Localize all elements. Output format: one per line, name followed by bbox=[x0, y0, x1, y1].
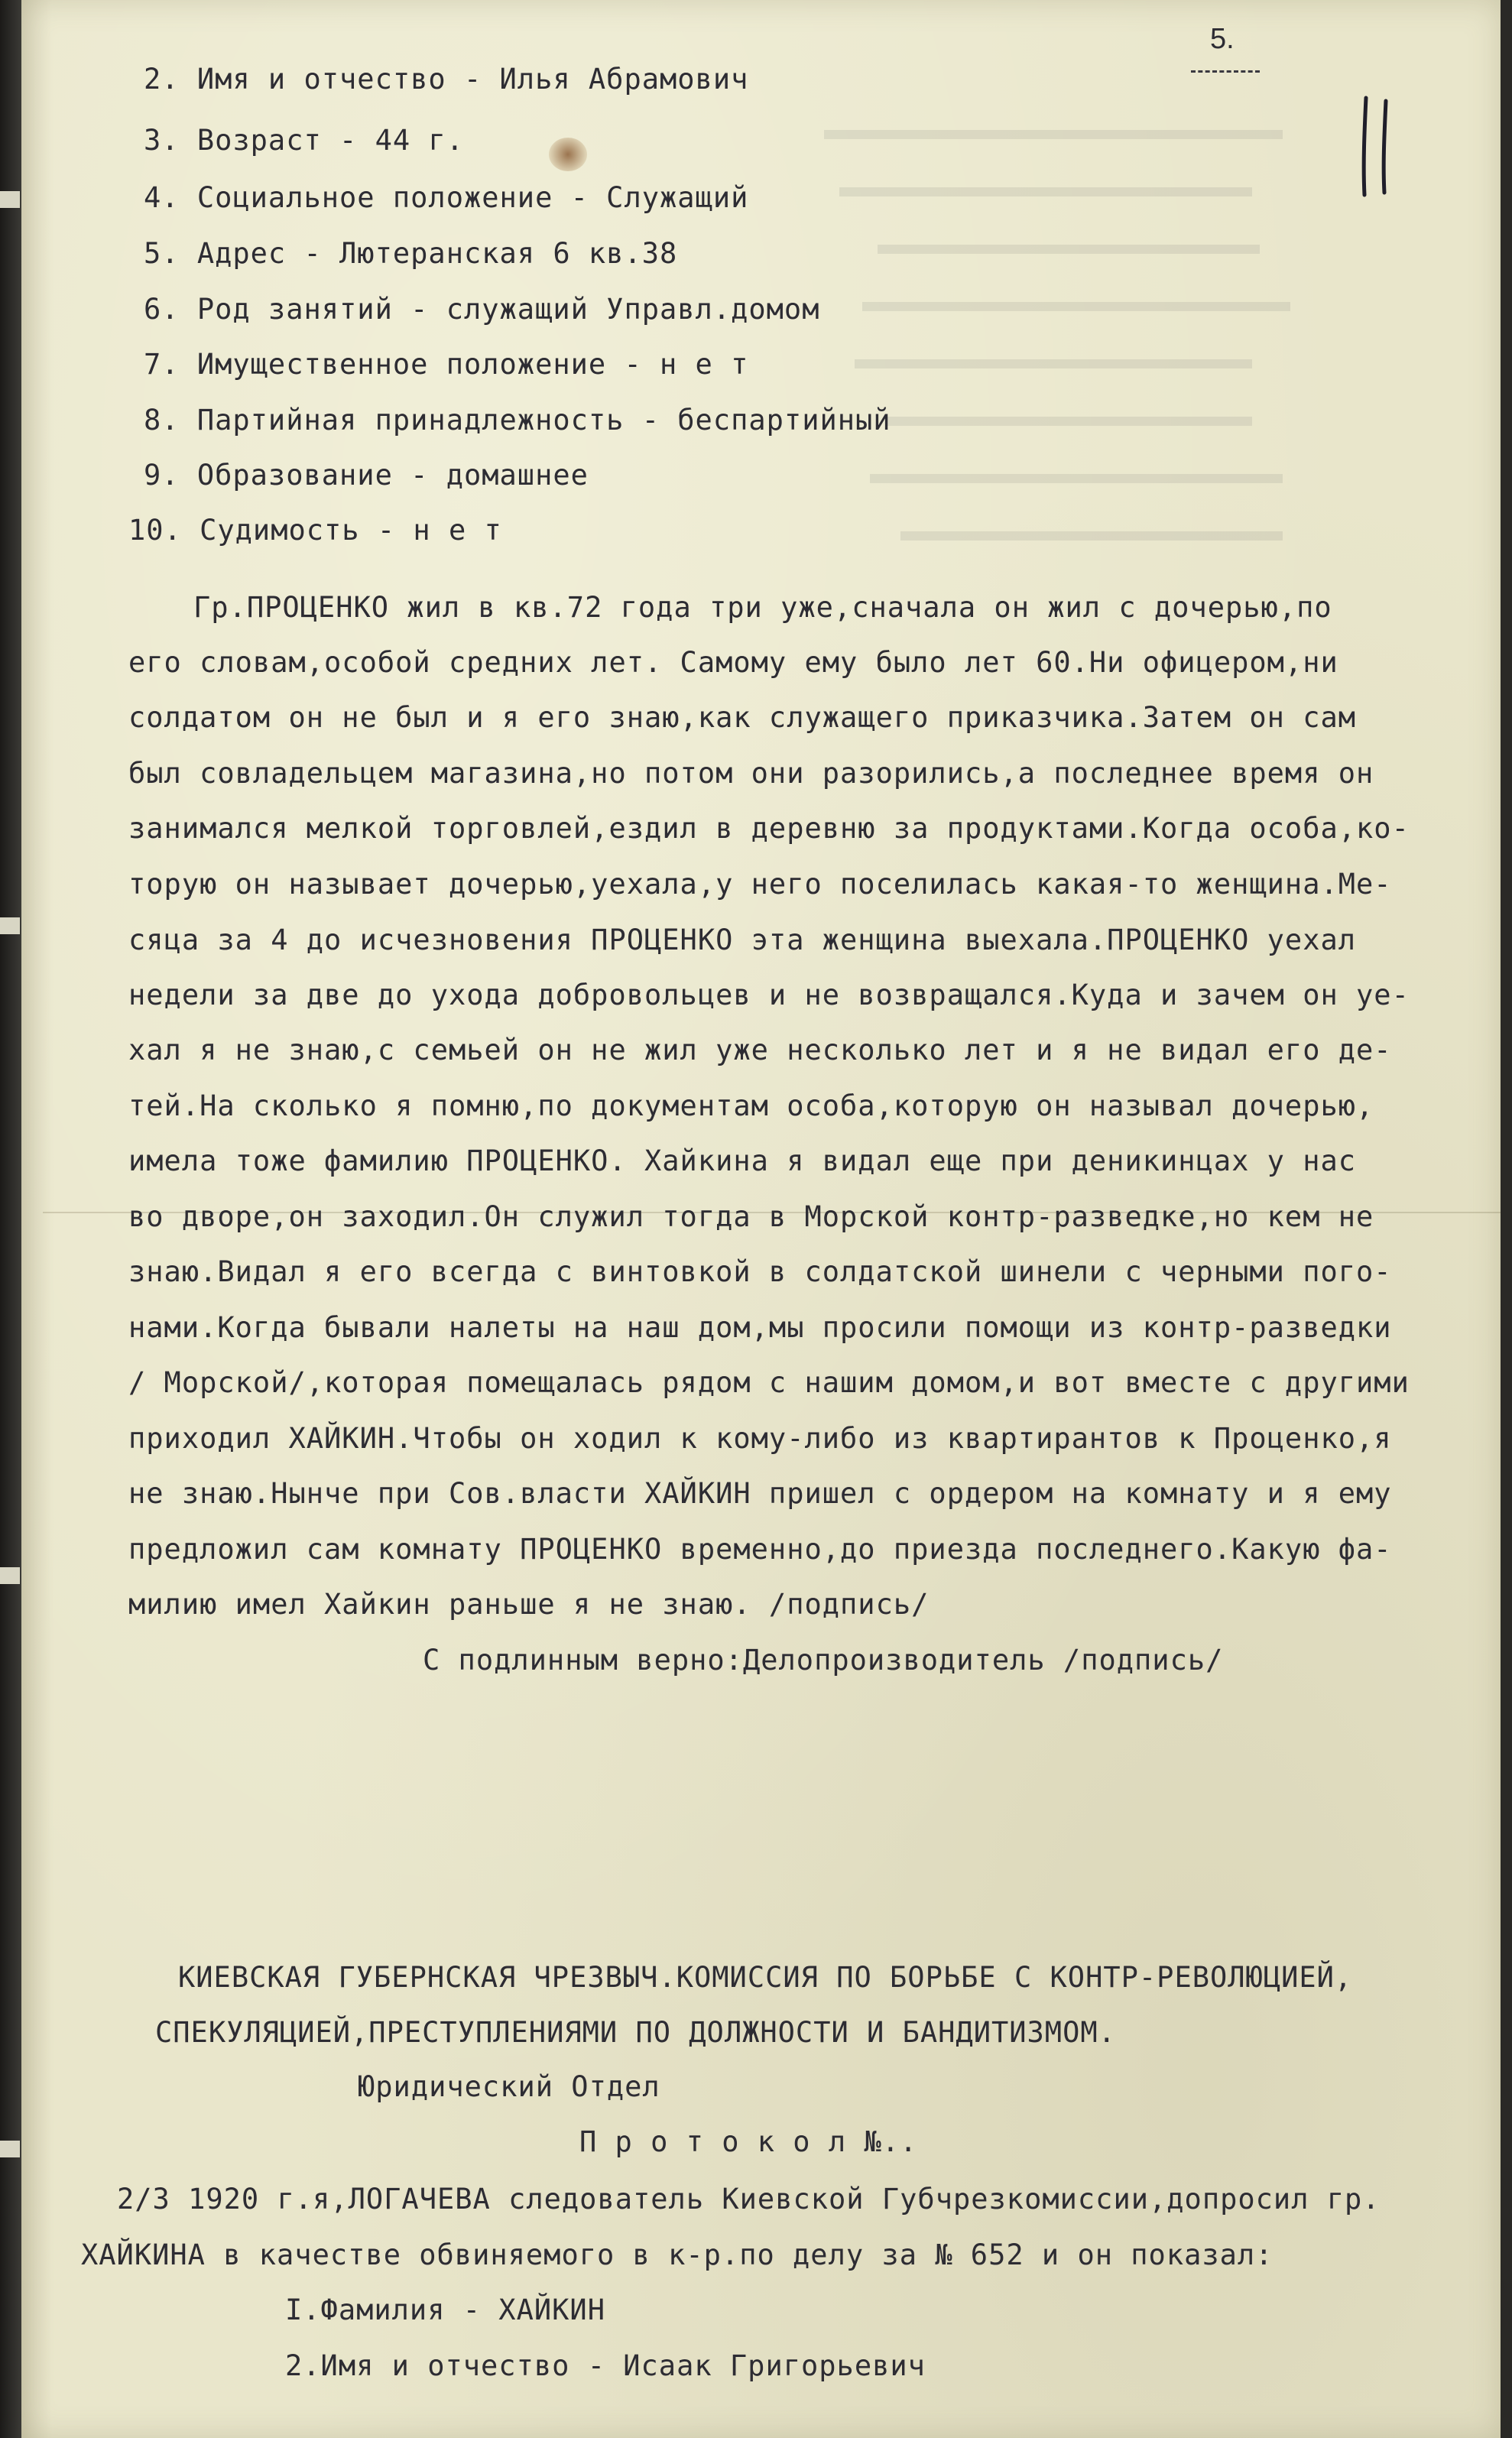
commission-header-line: СПЕКУЛЯЦИЕЙ,ПРЕСТУПЛЕНИЯМИ ПО ДОЛЖНОСТИ И БАНДИТИЗМОМ. bbox=[155, 2016, 1116, 2049]
item-age: 3. Возраст - 44 г. bbox=[144, 124, 464, 157]
commission-header-line: КИЕВСКАЯ ГУБЕРНСКАЯ ЧРЕЗВЫЧ.КОМИССИЯ ПО БОРЬБЕ С КОНТР-РЕВОЛЮЦИЕЙ, bbox=[178, 1961, 1353, 1994]
binding-tab bbox=[0, 917, 20, 934]
bleed-through-mark bbox=[878, 245, 1260, 254]
item-education: 9. Образование - домашнее bbox=[144, 459, 589, 492]
testimony-line: торую он называет дочерью,уехала,у него поселилась какая-то женщина.Ме- bbox=[128, 868, 1392, 901]
protocol-title: П р о т о к о л №.. bbox=[579, 2125, 918, 2158]
testimony-line: занимался мелкой торговлей,ездил в деревню за продуктами.Когда особа,ко- bbox=[128, 812, 1410, 845]
bleed-through-mark bbox=[855, 359, 1252, 368]
testimony-line: приходил ХАЙКИН.Чтобы он ходил к кому-либо из квартирантов к Проценко,я bbox=[128, 1422, 1392, 1455]
item-occupation: 6. Род занятий - служащий Управл.домом bbox=[144, 293, 820, 326]
testimony-line: сяца за 4 до исчезновения ПРОЦЕНКО эта женщина выехала.ПРОЦЕНКО уехал bbox=[128, 924, 1357, 956]
department-name: Юридический Отдел bbox=[358, 2070, 660, 2103]
testimony-line: Гр.ПРОЦЕНКО жил в кв.72 года три уже,сначала он жил с дочерью,по bbox=[193, 591, 1332, 624]
item-address: 5. Адрес - Лютеранская 6 кв.38 bbox=[144, 237, 678, 270]
testimony-line: предложил сам комнату ПРОЦЕНКО временно,до приезда последнего.Какую фа- bbox=[128, 1533, 1392, 1566]
binding-tab bbox=[0, 2141, 20, 2157]
binding-tab bbox=[0, 191, 20, 208]
bleed-through-mark bbox=[885, 417, 1252, 426]
bleed-through-mark bbox=[824, 130, 1283, 139]
testimony-line: имела тоже фамилию ПРОЦЕНКО. Хайкина я видал еще при деникинцах у нас bbox=[128, 1144, 1357, 1177]
testimony-line: не знаю.Нынче при Сов.власти ХАЙКИН пришел с ордером на комнату и я ему bbox=[128, 1477, 1392, 1510]
item-name-patronymic-2: 2.Имя и отчество - Исаак Григорьевич bbox=[285, 2349, 926, 2382]
bleed-through-mark bbox=[900, 531, 1283, 541]
testimony-line: недели за две до ухода добровольцев и не возвращался.Куда и зачем он уе- bbox=[128, 979, 1410, 1011]
testimony-line: / Морской/,которая помещалась рядом с нашим домом,и вот вместе с другими bbox=[128, 1366, 1410, 1399]
bleed-through-mark bbox=[870, 474, 1283, 483]
testimony-signature-line: милию имел Хайкин раньше я не знаю. /подпись/ bbox=[128, 1588, 930, 1621]
testimony-line: хал я не знаю,с семьей он не жил уже несколько лет и я не видал его де- bbox=[128, 1034, 1392, 1066]
left-binding-strip bbox=[0, 0, 21, 2438]
item-social-status: 4. Социальное положение - Служащий bbox=[144, 181, 749, 214]
ink-stain bbox=[549, 138, 587, 171]
testimony-line: был совладельцем магазина,но потом они разорились,а последнее время он bbox=[128, 757, 1374, 790]
testimony-line: во дворе,он заходил.Он служил тогда в Морской контр-разведке,но кем не bbox=[128, 1200, 1374, 1233]
testimony-line: знаю.Видал я его всегда с винтовкой в солдатской шинели с черными пого- bbox=[128, 1255, 1392, 1288]
folio-underline bbox=[1191, 70, 1260, 73]
testimony-line: его словам,особой средних лет. Самому ему было лет 60.Ни офицером,ни bbox=[128, 646, 1338, 679]
item-name-patronymic: 2. Имя и отчество - Илья Абрамович bbox=[144, 63, 749, 96]
protocol-intro-line: ХАЙКИНА в качестве обвиняемого в к-р.по делу за № 652 и он показал: bbox=[81, 2238, 1274, 2271]
bleed-through-mark bbox=[862, 302, 1290, 311]
item-surname: I.Фамилия - ХАЙКИН bbox=[285, 2294, 605, 2326]
protocol-intro-line: 2/3 1920 г.я,ЛОГАЧЕВА следователь Киевской Губчрезкомиссии,допросил гр. bbox=[117, 2183, 1381, 2216]
testimony-line: нами.Когда бывали налеты на наш дом,мы просили помощи из контр-разведки bbox=[128, 1311, 1392, 1344]
testimony-line: солдатом он не был и я его знаю,как служащего приказчика.Затем он сам bbox=[128, 701, 1357, 734]
item-party-membership: 8. Партийная принадлежность - беспартийный bbox=[144, 404, 891, 437]
page-folio-number: 5. bbox=[1210, 23, 1235, 55]
item-criminal-record: 10. Судимость - н е т bbox=[128, 514, 502, 547]
bleed-through-mark bbox=[839, 187, 1252, 196]
item-property-status: 7. Имущественное положение - н е т bbox=[144, 348, 749, 381]
binding-tab bbox=[0, 1567, 20, 1584]
document-page bbox=[21, 0, 1501, 2438]
testimony-line: тей.На сколько я помню,по документам особа,которую он называл дочерью, bbox=[128, 1089, 1374, 1122]
handwritten-ink-mark bbox=[1355, 92, 1401, 199]
certification-line: С подлинным верно:Делопроизводитель /подпись/ bbox=[423, 1644, 1224, 1677]
